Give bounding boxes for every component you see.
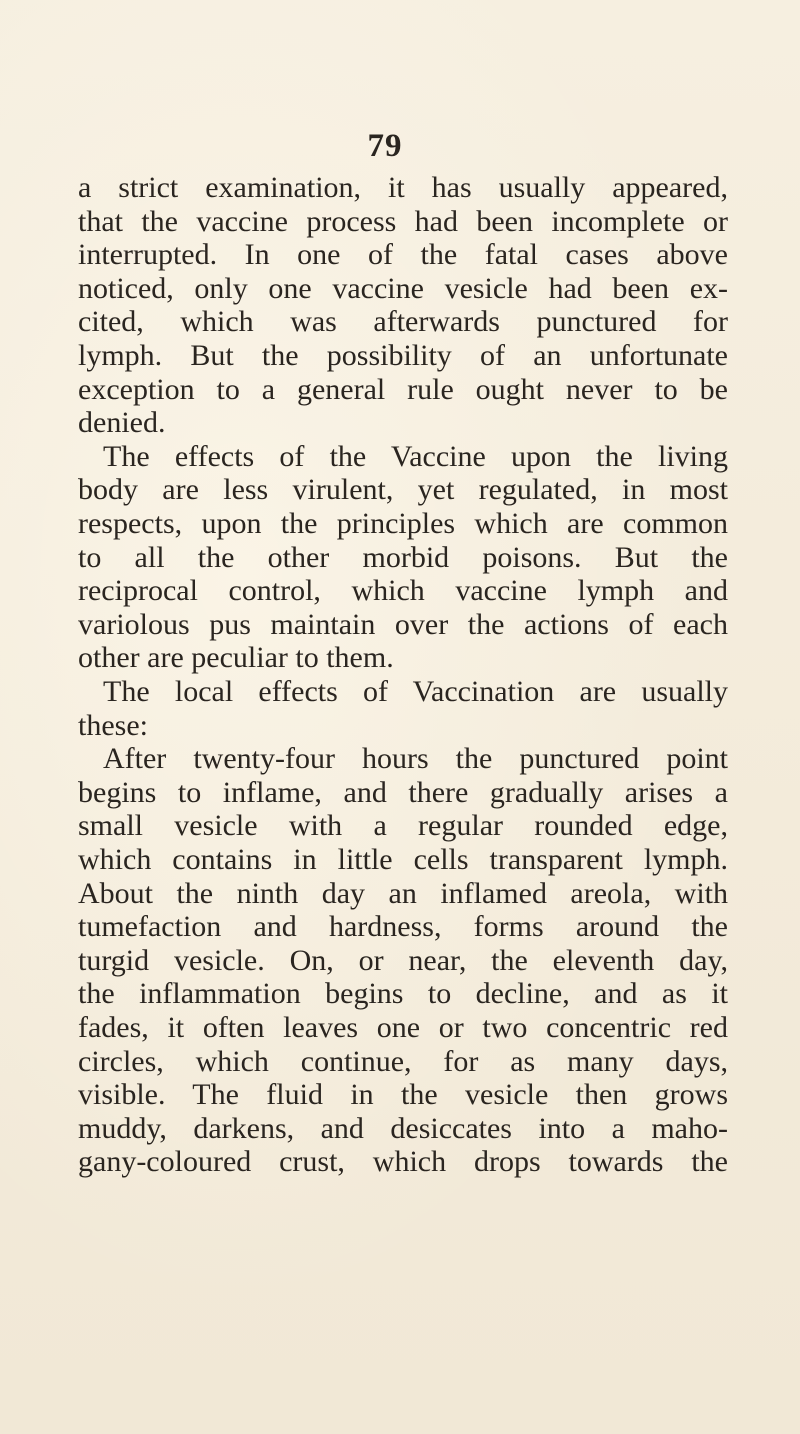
text-line: turgid vesicle. On, or near, the eleventh day, bbox=[78, 943, 728, 977]
text-line: About the ninth day an inflamed areola, with bbox=[78, 876, 728, 910]
text-line: that the vaccine process had been incomplete or bbox=[78, 204, 728, 238]
page-number: 79 bbox=[367, 128, 403, 164]
text-line: fades, it often leaves one or two concentric red bbox=[78, 1011, 728, 1044]
text-line: tumefaction and hardness, forms around the bbox=[78, 910, 728, 944]
text-line: which contains in little cells transparent lymph. bbox=[78, 843, 728, 876]
text-line: visible. The fluid in the vesicle then grows bbox=[78, 1078, 728, 1112]
text-line: begins to inflame, and there gradually arises a bbox=[78, 775, 728, 809]
text-line: variolous pus maintain over the actions of each bbox=[78, 607, 728, 641]
text-line: muddy, darkens, and desiccates into a maho- bbox=[78, 1111, 728, 1145]
text-line: reciprocal control, which vaccine lymph and bbox=[78, 574, 728, 608]
text-line: to all the other morbid poisons. But the bbox=[78, 540, 728, 574]
text-line: exception to a general rule ought never to be bbox=[78, 372, 728, 406]
text-line: other are peculiar to them. bbox=[78, 641, 394, 675]
text-line: The local effects of Vaccination are usually bbox=[103, 675, 728, 708]
text-line: noticed, only one vaccine vesicle had been ex- bbox=[78, 271, 728, 305]
text-line: respects, upon the principles which are common bbox=[78, 507, 728, 540]
text-line: gany-coloured crust, which drops towards the bbox=[78, 1145, 728, 1179]
text-line: a strict examination, it has usually appeared, bbox=[78, 171, 728, 204]
text-line: interrupted. In one of the fatal cases above bbox=[78, 238, 728, 272]
text-line: cited, which was afterwards punctured for bbox=[78, 305, 728, 339]
text-line: After twenty-four hours the punctured point bbox=[103, 742, 728, 776]
text-line: The effects of the Vaccine upon the living bbox=[103, 439, 728, 473]
text-line: lymph. But the possibility of an unfortunate bbox=[78, 339, 728, 372]
text-line: these: bbox=[78, 708, 148, 742]
text-line: the inflammation begins to decline, and as it bbox=[78, 977, 728, 1011]
text-line: small vesicle with a regular rounded edge, bbox=[78, 809, 728, 843]
text-line: denied. bbox=[78, 406, 166, 440]
text-line: circles, which continue, for as many days, bbox=[78, 1044, 728, 1078]
text-line: body are less virulent, yet regulated, in most bbox=[78, 473, 728, 507]
